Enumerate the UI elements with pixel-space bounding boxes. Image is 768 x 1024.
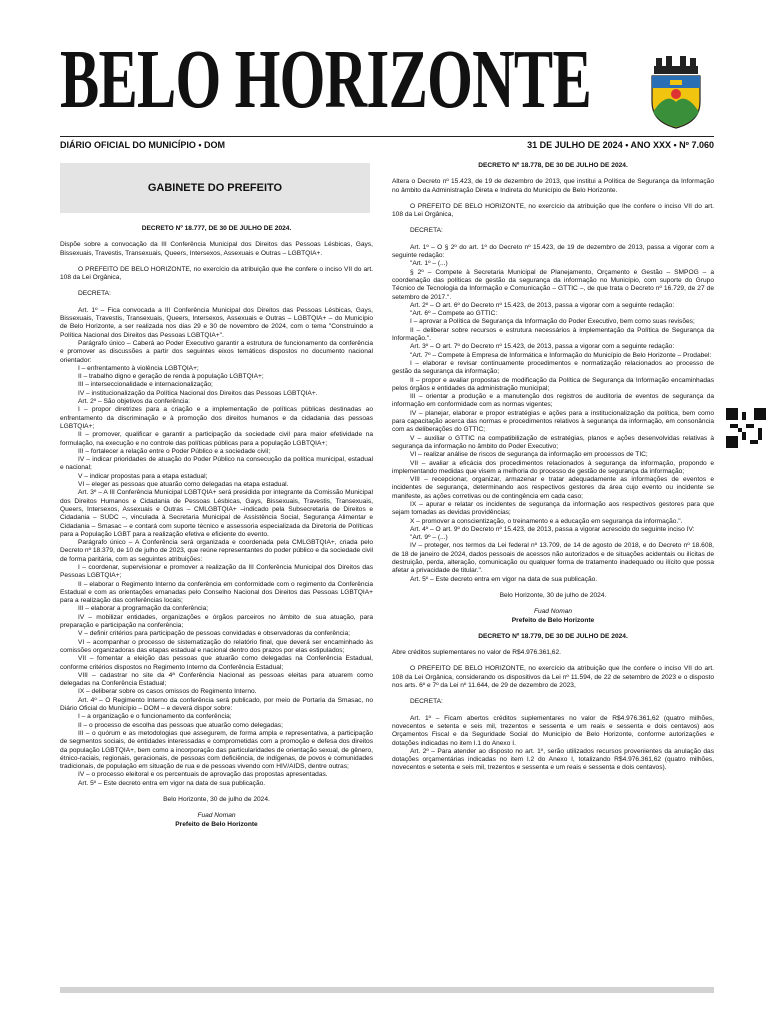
signer-role: Prefeito de Belo Horizonte: [175, 820, 258, 828]
paragraph: "Art. 1º – (...): [410, 260, 448, 268]
place-date: Belo Horizonte, 30 de julho de 2024.: [163, 796, 270, 803]
paragraph: I – aprovar a Política de Segurança da Informação do Poder Executivo, bem como suas revisões;: [410, 318, 695, 326]
header-subline: [60, 136, 714, 150]
paragraph: II – propor e avaliar propostas de modificação da Política de Segurança da Informação encaminhadas pelos órgãos e entidades da administração municipal;: [392, 376, 714, 392]
paragraph: Art. 3º – A III Conferência Municipal LGBTQIA+ será presidida por integrante da Comissão Municipal dos Direitos Humanos e Cidadania de Pessoas Lésbicas, Gays, Bissexuais, Travestis, Transexuais, Queers, Intersexos, Assexuais e Outras – CMLGBTQIA+ –indicado pela Subsecretaria de Direitos e Cidadania – SUDC –, vinculada à Secretaria Municipal de Assistência Social, Segurança Alimentar e Cidadania – Smasac – e contará com suporte técnico e assessoria especializada da Diretoria de Políticas para a População LGBT para a realização efetiva e eficiente do evento.: [60, 489, 373, 538]
paragraph: I – propor diretrizes para a criação e a implementação de políticas públicas destinadas ao enfrentamento da discriminação e à promoção dos direitos humanos e da cidadania das pessoas LGBTQIA+;: [60, 406, 373, 430]
decree-preamble: O PREFEITO DE BELO HORIZONTE, no exercício da atribuição que lhe confere o inciso VII do art. 108 da Lei Orgânica,: [60, 265, 373, 282]
paragraph: Art. 1º – Fica convocada a III Conferência Municipal dos Direitos das Pessoas Lésbicas, Gays, Bissexuais, Travestis, Transexuais, Queers, Intersexos, Assexuais e Outras – LGBTQIA+ – do Município de Belo Horizonte, a ser realizada nos dias 29 e 30 de novembro de 2024, com o tema "Construindo a Política Nacional dos Direitos das Pessoas LGBTQIA+".: [60, 306, 373, 339]
decree-title: DECRETO Nº 18.778, DE 30 DE JULHO DE 2024.: [478, 162, 628, 169]
paragraph: II – elaborar o Regimento Interno da conferência em conformidade com o regimento da Conferência Estadual e com as orientações emanadas pelo Conselho Nacional dos Direitos das Pessoas LGBTQIA+ para a realização das conferências locais;: [60, 580, 373, 605]
paragraph: III – interseccionalidade e internacionalização;: [78, 381, 213, 389]
paragraph: Art. 1º – Ficam abertos créditos suplementares no valor de R$4.976.361,62 (quatro milhões, novecentos e setenta e seis mil, trezentos e sessenta e um reais e sessenta e dois centavos) aos Orçamentos Fiscal e da Seguridade Social do Município de Belo Horizonte, conforme autorizações e dotações indicadas no item I.1 do Anexo I.: [392, 714, 714, 747]
decree-ementa: Dispõe sobre a convocação da III Conferência Municipal dos Direitos das Pessoas Lésbicas, Gays, Bissexuais, Travestis, Transexuais, Queers, Intersexos, Assexuais e Outras – LGBTQIA+.: [60, 241, 373, 257]
decreta-label: DECRETA:: [78, 290, 111, 298]
paragraph: V – auxiliar o GTTIC na compatibilização de estratégias, planos e ações desenvolvidas relativas à segurança da informação no âmbito do Poder Executivo;: [392, 434, 714, 450]
section-banner: GABINETE DO PREFEITO: [60, 163, 370, 213]
paragraph: VI – realizar análise de riscos de segurança da informação em processos de TIC;: [410, 451, 648, 459]
paragraph: X – promover a conscientização, o treinamento e a educação em segurança da informação.".: [410, 517, 683, 525]
paragraph: V – indicar propostas para a etapa estadual;: [78, 472, 208, 480]
paragraph: III – fortalecer a relação entre o Poder Público e a sociedade civil;: [78, 447, 271, 455]
decree-preamble: O PREFEITO DE BELO HORIZONTE, no exercício da atribuição que lhe confere o inciso VII do art. 108 da Lei Orgânica,: [392, 202, 714, 219]
paragraph: VIII – cadastrar no site da 4ª Conferência Nacional as pessoas eleitas para atuarem como delegadas na Conferência Estadual;: [60, 671, 373, 688]
decree-ementa: Altera o Decreto nº 15.423, de 19 de dezembro de 2013, que institui a Política de Segurança da Informação no âmbito da Administração Direta e Indireta do Município de Belo Horizonte.: [392, 178, 714, 194]
paragraph: II – trabalho digno e geração de renda à população LGBTQIA+;: [78, 373, 264, 381]
paragraph: VII – fomentar a eleição das pessoas que atuarão como delegadas na Conferência Estadual, conforme critérios dispostos no Regimento Interno da Conferência Estadual;: [60, 655, 373, 671]
paragraph: III – o quórum e as metodologias que assegurem, de forma ampla e representativa, a participação de segmentos sociais, de entidades interessadas e comprometidas com a promoção e defesa dos direitos da população LGBTQIA+, bem como a incorporação das particularidades de orientação sexual, de gênero, étnico-raciais, regionais, geracionais, de pessoas com deficiência, de indígenas, de povos e comunidades tradicionais, de população em situação de rua e de pessoas vivendo com HIV/AIDS, dentre outras;: [60, 729, 373, 771]
paragraph: "Art. 7º – Compete à Empresa de Informática e Informação do Município de Belo Horizonte – Prodabel:: [410, 351, 712, 359]
paragraph: VIII – recepcionar, organizar, armazenar e tratar adequadamente as informações de eventos e incidentes de segurança, determinando aos respectivos gestores da área cujo evento ou incidente se manifeste, as ações corretivas ou de contingência em cada caso;: [392, 476, 714, 500]
decree-body: [392, 244, 714, 584]
paragraph: IV – indicar prioridades de atuação do Poder Público na consecução da política municipal, estadual e nacional;: [60, 456, 373, 472]
place-date: Belo Horizonte, 30 de julho de 2024.: [499, 591, 607, 599]
footer-bar: [60, 987, 714, 993]
paragraph: VI – eleger as pessoas que atuarão como delegadas na etapa estadual.: [78, 481, 289, 489]
paragraph: "Art. 9º – (...): [410, 534, 448, 542]
decree-body: [60, 307, 373, 788]
paragraph: Art. 2º – O art. 6º do Decreto nº 15.423, de 2013, passa a vigorar com a seguinte redação:: [410, 301, 675, 309]
masthead-title: BELO HORIZONTE: [60, 33, 591, 126]
issue-info: 31 DE JULHO DE 2024 • ANO XXX • Nº 7.060: [527, 140, 714, 150]
paragraph: I – elaborar e revisar continuamente procedimentos e normatização relacionados ao processo de gestão da segurança da informação;: [392, 359, 714, 376]
paragraph: Art. 2º – São objetivos da conferência:: [78, 398, 191, 406]
paragraph: IV – mobilizar entidades, organizações e órgãos parceiros no âmbito de sua atuação, para preparação e participação na conferência;: [60, 613, 373, 630]
signer-role: Prefeito de Belo Horizonte: [511, 616, 595, 624]
decreta-label: DECRETA:: [410, 698, 443, 706]
decree-title: DECRETO Nº 18.779, DE 30 DE JULHO DE 2024.: [478, 632, 628, 640]
paragraph: Art. 4º – O art. 9º do Decreto nº 15.423, de 2013, passa a vigorar acrescido do seguinte inciso IV:: [410, 525, 695, 533]
paragraph: Parágrafo único – A Conferência será organizada e coordenada pela CMLGBTQIA+, criada pelo Decreto nº 18.379, de 10 de julho de 2023, que reúne representantes do poder público e da sociedade civil de forma paritária, com as seguintes atribuições:: [60, 539, 373, 563]
paragraph: I – enfrentamento à violência LGBTQIA+;: [78, 364, 199, 372]
decreta-label: DECRETA:: [410, 227, 443, 235]
decree-preamble: O PREFEITO DE BELO HORIZONTE, no exercício da atribuição que lhe confere o inciso VII do art. 108 da Lei Orgânica, considerando os dispositivos da Lei nº 11.594, de 22 de setembro de 2023 e o disposto nos arts. 6º e 7º da Lei nº 11.644, de 29 de dezembro de 2023,: [392, 665, 714, 690]
paragraph: IX – deliberar sobre os casos omissos do Regimento Interno.: [78, 688, 257, 696]
paragraph: Art. 5º – Este decreto entra em vigor na data de sua publicação.: [410, 575, 598, 583]
paragraph: Art. 2º – Para atender ao disposto no art. 1º, serão utilizados recursos provenientes da anulação das dotações orçamentárias indicadas no item I.2 do Anexo I, totalizando R$4.976.361,62 (quatro milhões, novecentos e setenta e seis mil, trezentos e sessenta e um reais e sessenta e dois centavos).: [392, 747, 714, 772]
paragraph: II – o processo de escolha das pessoas que atuarão como delegadas;: [78, 721, 283, 729]
paragraph: Art. 3º – O art. 7º do Decreto nº 15.423, de 2013, passa a vigorar com a seguinte redação:: [410, 343, 675, 351]
paragraph: III – orientar a produção e a manutenção dos registros de auditoria de eventos de segurança da informação em conformidade com as normas vigentes;: [392, 393, 714, 409]
paragraph: § 2º – Compete à Secretaria Municipal de Planejamento, Orçamento e Gestão – SMPOG – a coordenação das políticas de gestão da segurança da informação no Município, com suporte do Grupo Técnico de Tecnologia da Informação e Comunicação – GTTIC –, de que trata o Decreto nº 16.729, de 27 de setembro de 2017.".: [392, 268, 714, 301]
decree-body: [392, 715, 714, 773]
paragraph: VI – acompanhar o processo de sistematização do relatório final, que deverá ser encaminhado às comissões organizadoras das etapas estadual e nacional dentro dos prazos por elas estipulados;: [60, 638, 373, 654]
qr-code-icon: [726, 408, 766, 448]
coat-of-arms-icon: [636, 52, 716, 132]
paragraph: IV – planejar, elaborar e propor estratégias e ações para a institucionalização da política, bem como para capacitação acerca das normas e procedimentos relativos à segurança da informação, em consonância com as deliberações do GTTIC;: [392, 409, 714, 434]
paragraph: IV – institucionalização da Política Nacional dos Direitos das Pessoas LGBTQIA+.: [78, 389, 318, 397]
paragraph: I – coordenar, supervisionar e promover a realização da III Conferência Municipal dos Direitos das Pessoas LGBTQIA+;: [60, 563, 373, 580]
publication-name: DIÁRIO OFICIAL DO MUNICÍPIO • DOM: [60, 140, 225, 150]
decree-title: DECRETO Nº 18.777, DE 30 DE JULHO DE 2024.: [141, 225, 292, 232]
paragraph: Art. 4º – O Regimento Interno da conferência será publicado, por meio de Portaria da Smasac, no Diário Oficial do Município – DOM – e deverá dispor sobre:: [60, 696, 373, 713]
decree-ementa: Abre créditos suplementares no valor de R$4.976.361,62.: [392, 649, 561, 657]
paragraph: VII – avaliar a eficácia dos procedimentos relacionados à segurança da informação, propondo e implementando medidas que visem a melhoria do processo de gestão de segurança da informação;: [392, 459, 714, 475]
paragraph: V – definir critérios para participação de pessoas convidadas e observadoras da conferência;: [78, 630, 350, 638]
paragraph: I – a organização e o funcionamento da conferência;: [78, 713, 232, 721]
paragraph: Art. 5º – Este decreto entra em vigor na data de sua publicação.: [78, 779, 266, 787]
paragraph: III – elaborar a programação da conferência;: [78, 605, 209, 613]
paragraph: II – promover, qualificar e garantir a participação da sociedade civil para maior efetividade na formulação, na execução e no controle das políticas públicas para a população LGBTQIA+;: [60, 431, 373, 447]
paragraph: IV – proteger, nos termos da Lei federal nº 13.709, de 14 de agosto de 2018, e do Decreto nº 18.608, de 18 de janeiro de 2024, dados pessoais de acessos não autorizados e de situações acidentais ou ilícitas de destruição, perda, alteração, comunicação ou qualquer forma de tratamento inadequado ou ilícito que possa afetar a privacidade de titular.".: [392, 542, 714, 575]
paragraph: IX – apurar e relatar os incidentes de segurança da informação aos respectivos gestores para que sejam tomadas as devidas providências;: [392, 500, 714, 517]
paragraph: IV – o processo eleitoral e os percentuais de aprovação das propostas apresentadas.: [78, 771, 328, 779]
paragraph: Art. 1º – O § 2º do art. 1º do Decreto nº 15.423, de 19 de dezembro de 2013, passa a vigorar com a seguinte redação:: [392, 243, 714, 260]
right-column: [392, 162, 714, 773]
left-column: [60, 225, 373, 829]
paragraph: II – deliberar sobre recursos e estrutura necessários à implementação da Política de Segurança da Informação.".: [392, 326, 714, 343]
paragraph: Parágrafo único – Caberá ao Poder Executivo garantir a estrutura de funcionamento da conferência e promover as discussões a partir dos seguintes eixos temáticos dispostos no documento nacional orientador:: [60, 339, 373, 364]
paragraph: "Art. 6º – Compete ao GTTIC:: [410, 310, 498, 318]
signer-name: Fuad Noman: [533, 608, 573, 616]
signer-name: Fuad Noman: [197, 812, 236, 820]
